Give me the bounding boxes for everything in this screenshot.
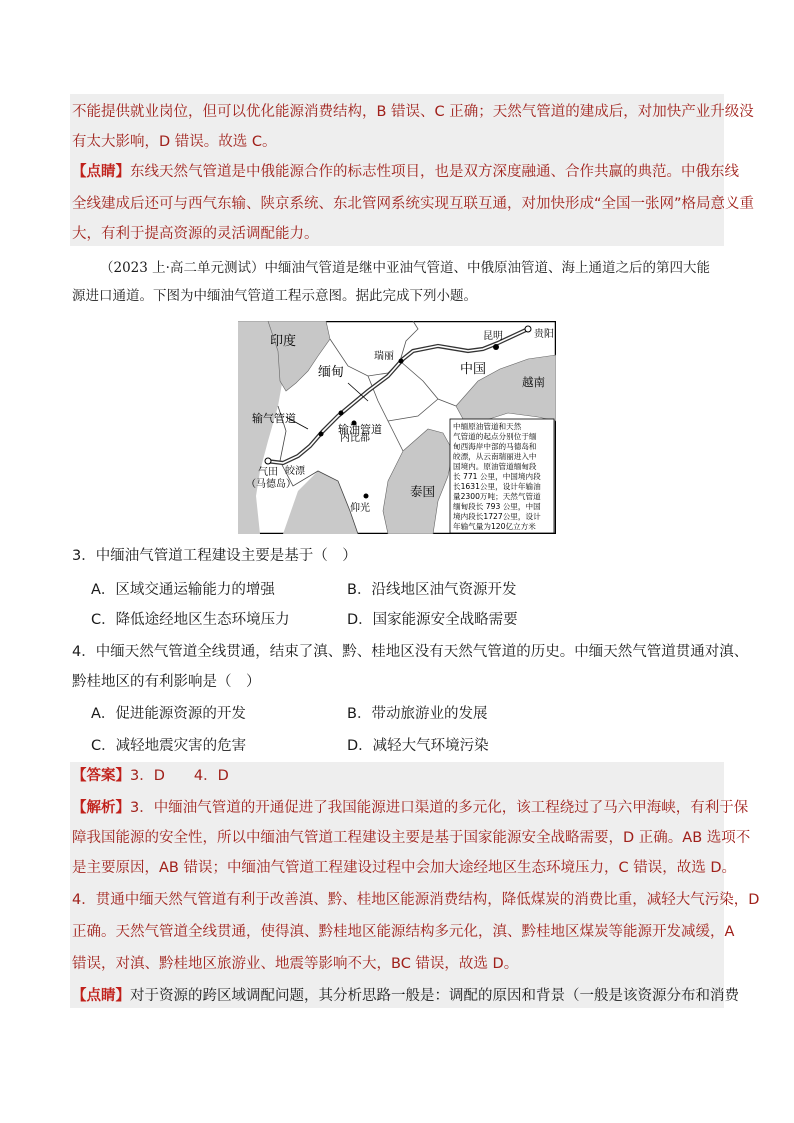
q4-stem-2: 黔桂地区的有利影响是（ ） [72, 674, 261, 690]
tip-line [72, 987, 739, 1005]
info-note-line: 年输气量为120亿立方米 [453, 522, 536, 531]
analysis-line-1 [72, 799, 748, 817]
analysis-line-5: 正确。天然气管道全线贯通，使得滇、黔桂地区能源结构多元化，滇、黔桂地区煤炭等能源开发减缓，A [72, 924, 735, 940]
q3-option-a[interactable]: A．区域交通运输能力的增强 [91, 582, 275, 598]
answer-tag: 【答案】 [72, 768, 130, 784]
prev-analysis-line-2: 有太大影响，D 错误。故选 C。 [72, 134, 277, 150]
analysis-line-3: 是主要原因，AB 错误；中缅油气管道工程建设过程中会加大途经地区生态环境压力，C 错误，故选 D。 [72, 860, 736, 876]
tip-tag: 【点睛】 [72, 164, 130, 180]
analysis-line-2: 障我国能源的安全性，所以中缅油气管道工程建设主要是基于国家能源安全战略需要，D 正确。AB 选项不 [72, 830, 751, 846]
label-vietnam: 越南 [522, 375, 545, 389]
guiyang-point [525, 326, 531, 332]
analysis-text-1: 3．中缅油气管道的开通促进了我国能源进口渠道的多元化，该工程绕过了马六甲海峡，有利于保 [130, 800, 749, 816]
yangon-point [364, 494, 369, 499]
pipeline-node-1 [339, 411, 344, 416]
analysis-line-4: 4．贯通中缅天然气管道有利于改善滇、黔、桂地区能源消费结构，降低煤炭的消费比重，减轻大气污染，D [72, 892, 760, 908]
info-note-line: 皎漂，从云南瑞丽进入中 [453, 452, 537, 461]
prev-tip-line-2: 全线建成后还可与西气东输、陕京系统、东北管网系统实现互联互通，对加快形成“全国一张网”格局意义重 [72, 196, 755, 212]
q3-option-d[interactable]: D．国家能源安全战略需要 [347, 612, 518, 628]
answer-line [72, 767, 229, 785]
gasfield-point [265, 458, 271, 464]
q4-stem-1: 4．中缅天然气管道全线贯通，结束了滇、黔、桂地区没有天然气管道的历史。中缅天然气管道贯通对滇、 [72, 644, 749, 660]
label-ruili: 瑞丽 [374, 351, 394, 362]
label-myanmar: 缅甸 [318, 365, 345, 380]
kunming-point [493, 344, 499, 350]
prev-tip-line-3: 大，有利于提高资源的灵活调配能力。 [72, 226, 319, 242]
prev-analysis-line-1: 不能提供就业岗位，但可以优化能源消费结构，B 错误、C 正确；天然气管道的建成后，对加快产业升级没 [72, 104, 754, 120]
label-kunming: 昆明 [483, 331, 503, 342]
info-note-line: 甸西海岸中部的马德岛和 [453, 442, 537, 451]
analysis-tag: 【解析】 [72, 800, 130, 816]
q4-option-c[interactable]: C．减轻地震灾害的危害 [91, 738, 247, 754]
q3-stem: 3．中缅油气管道工程建设主要是基于（ ） [72, 548, 357, 564]
q4-option-d[interactable]: D．减轻大气环境污染 [347, 738, 489, 754]
info-note-line: 中缅原油管道和天然 [453, 422, 522, 431]
intro-line-2: 源进口通道。下图为中缅油气管道工程示意图。据此完成下列小题。 [72, 288, 477, 304]
q4-option-a[interactable]: A．促进能源资源的开发 [91, 706, 246, 722]
label-gas-pipe: 输气管道 [252, 412, 296, 425]
q3-option-b[interactable]: B．沿线地区油气资源开发 [347, 582, 517, 598]
q3-option-c[interactable]: C．降低途经地区生态环境压力 [91, 612, 290, 628]
info-note-line: 量2300万吨；天然气管道 [453, 492, 541, 501]
label-india: 印度 [270, 334, 297, 349]
ruili-point [399, 359, 404, 364]
label-guiyang: 贵阳 [534, 329, 554, 340]
analysis-line-6: 错误，对滇、黔桂地区旅游业、地震等影响不大，BC 错误，故选 D。 [72, 956, 519, 972]
label-china: 中国 [460, 362, 487, 377]
label-maday: （马德岛） [246, 479, 296, 490]
q4-option-b[interactable]: B．带动旅游业的发展 [347, 706, 488, 722]
prev-tip-line-1 [72, 163, 739, 181]
pipeline-node-2 [319, 432, 324, 437]
tip2-tag: 【点睛】 [72, 988, 130, 1004]
info-note-line: 境内段长1727公里，设计 [453, 512, 541, 521]
label-naypyidaw: 内比都 [340, 433, 370, 444]
label-yangon: 仰光 [350, 503, 370, 514]
tip2-text: 对于资源的跨区域调配问题，其分析思路一般是：调配的原因和背景（一般是该资源分布和消费 [130, 988, 739, 1004]
label-kyaukphyu: 皎漂 [285, 466, 305, 477]
info-note-line: 缅甸段长 793 公里，中国 [453, 502, 541, 511]
info-note-line: 国境内。原油管道缅甸段 [453, 462, 537, 471]
label-thailand: 泰国 [410, 484, 436, 499]
info-note-text [453, 421, 541, 531]
answer-text: 3．D 4．D [130, 768, 229, 784]
info-note-line: 长1631公里，设计年输油 [453, 482, 541, 491]
pipeline-map [238, 321, 556, 534]
prev-tip-text-1: 东线天然气管道是中俄能源合作的标志性项目，也是双方深度融通、合作共赢的典范。中俄东线 [130, 164, 739, 180]
intro-line-1: （2023 上·高二单元测试）中缅油气管道是继中亚油气管道、中俄原油管道、海上通道之后的第四大能 [100, 260, 710, 276]
label-oil-pipe: 输油管道 [338, 423, 382, 436]
info-note-line: 长 771 公里，中国境内段 [453, 472, 541, 481]
info-note-line: 气管道的起点分别位于缅 [453, 432, 537, 441]
label-gasfield: 气田 [258, 467, 278, 478]
